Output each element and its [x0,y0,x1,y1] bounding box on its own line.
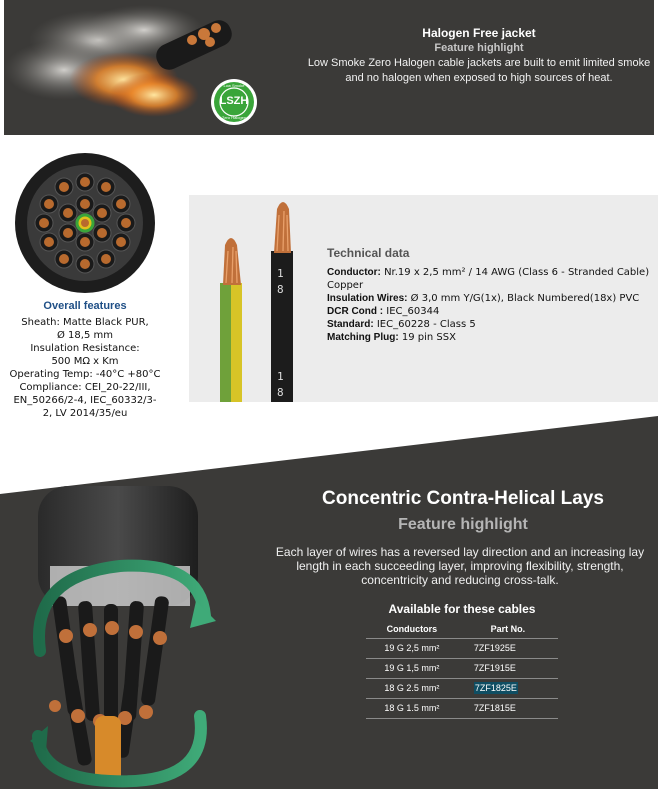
halogen-free-banner [4,0,654,135]
part-no-link-highlighted[interactable] [458,678,558,698]
available-cables-title: Available for these cables [388,602,536,616]
spec-insulation [327,292,658,305]
table-row [366,638,558,658]
spec-standard [327,318,658,331]
banner-body: Low Smoke Zero Halogen cable jackets are built to emit limited smoke and no halogen when exposed to high sources of heat. [307,57,651,84]
conductors-cell: 19 G 2,5 mm² [366,638,458,658]
overall-features-title: Overall features [43,300,127,312]
overall-features [0,300,170,420]
wire-number-8: 8 [277,283,284,296]
overall-line: Sheath: Matte Black PUR, [21,317,149,328]
cable-cross-section-image [14,152,156,294]
spec-plug [327,331,658,344]
spec-label: Matching Plug: [327,332,399,343]
concentric-body: Each layer of wires has a reversed lay direction and an increasing lay length in each succeeding layer, improving flexibility, strength, concentricity and reducing cross-talk. [275,545,645,587]
part-no-link[interactable]: 7ZF1915E [458,658,558,678]
table-header-row [366,621,558,638]
overall-line: Compliance: CEI_20-22/III, [19,382,151,393]
lszh-badge [210,78,258,126]
spec-label: DCR Cond : [327,306,384,317]
conductors-cell: 18 G 2.5 mm² [366,678,458,698]
concentric-lays-section [0,416,658,789]
smoke-cable-image [4,0,304,135]
wire-number-1: 1 [277,370,284,383]
technical-data-title: Technical data [327,246,410,260]
technical-data-panel [189,195,658,402]
conductors-cell: 19 G 1,5 mm² [366,658,458,678]
overall-line: EN_50266/2-4, IEC_60332/3- [13,395,157,406]
spec-label: Standard: [327,319,374,330]
banner-title: Halogen Free jacket [422,26,536,40]
spec-value: Nr.19 x 2,5 mm² / 14 AWG (Class 6 - Stranded Cable) Copper [327,267,650,291]
part-no-link[interactable]: 7ZF1925E [458,638,558,658]
lszh-badge-ring-bottom: Zero Halogen [221,115,247,120]
spec-label: Insulation Wires: [327,293,408,304]
spec-value: 19 pin SSX [398,332,456,343]
table-row [366,658,558,678]
lszh-badge-label: LSZH [219,95,249,107]
conductors-cell: 18 G 1.5 mm² [366,698,458,718]
available-cables-table [366,621,558,719]
spec-label: Conductor: [327,267,381,278]
spec-conductor [327,266,658,292]
wire-number-8: 8 [277,386,284,399]
wires-image [189,195,319,402]
helical-cable-image [0,416,250,789]
concentric-subtitle: Feature highlight [398,516,528,533]
overall-line: Operating Temp: -40°C +80°C [9,369,161,380]
wire-number-1: 1 [277,267,284,280]
spec-value: IEC_60344 [383,306,440,317]
spec-value: Ø 3,0 mm Y/G(1x), Black Numbered(18x) PVC [407,293,640,304]
table-row [366,698,558,718]
banner-subtitle: Feature highlight [434,42,524,54]
overall-line: 2, LV 2014/35/eu [42,408,128,419]
overall-line: 500 MΩ x Km [51,356,119,367]
overall-line: Ø 18,5 mm [57,330,113,341]
overall-line: Insulation Resistance: [30,343,140,354]
spec-dcr [327,305,658,318]
concentric-title: Concentric Contra-Helical Lays [322,488,604,509]
technical-data-text [327,247,658,344]
header-conductors: Conductors [366,621,458,638]
part-no-link[interactable]: 7ZF1815E [458,698,558,718]
spec-value: IEC_60228 - Class 5 [373,319,476,330]
banner-text [304,26,654,86]
table-row [366,678,558,698]
highlighted-part-no[interactable]: 7ZF1825E [474,683,517,693]
header-part-no: Part No. [458,621,558,638]
lszh-badge-ring-top: Low Smoke [223,83,245,88]
